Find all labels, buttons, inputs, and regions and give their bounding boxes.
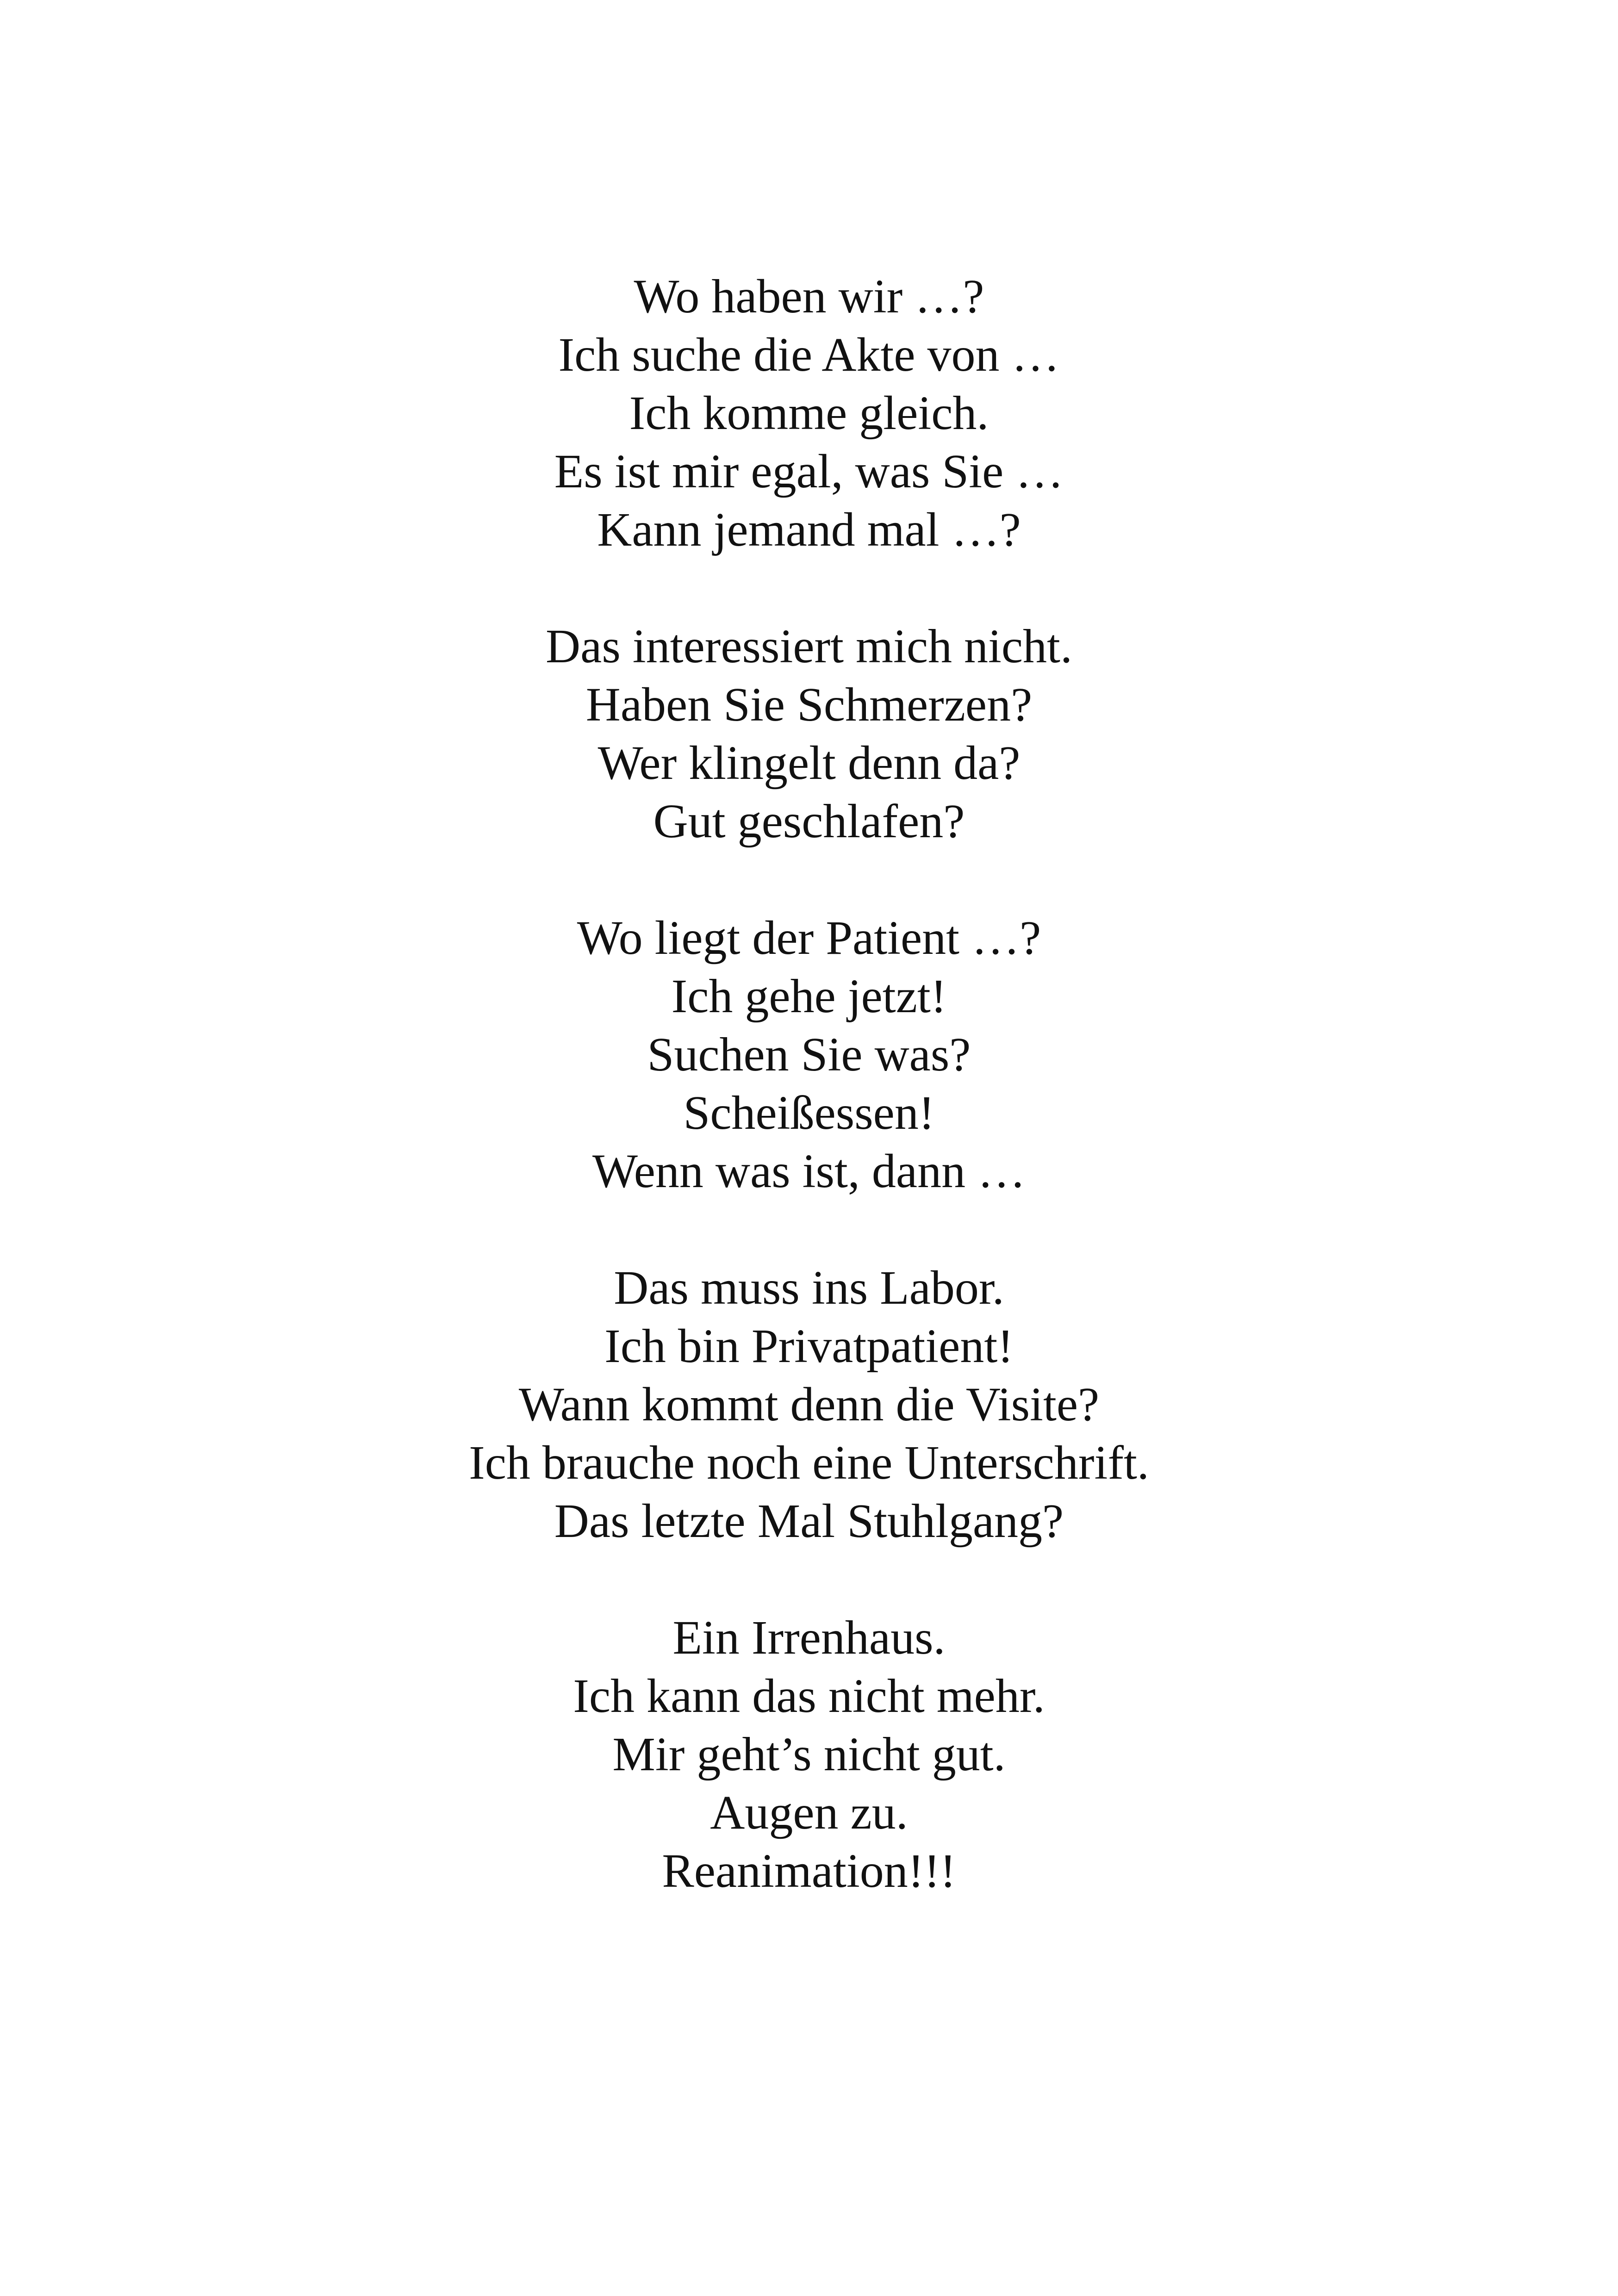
poem-line: Mir geht’s nicht gut. (612, 1728, 1006, 1781)
poem-line: Wenn was ist, dann … (592, 1145, 1026, 1198)
poem-line: Ich komme gleich. (629, 386, 989, 440)
poem (0, 268, 1618, 1959)
poem-line: Suchen Sie was? (647, 1028, 971, 1081)
poem-line: Wer klingelt denn da? (597, 736, 1021, 790)
poem-line: Ich gehe jetzt! (671, 970, 947, 1023)
poem-line: Das muss ins Labor. (614, 1261, 1004, 1314)
poem-line: Das interessiert mich nicht. (546, 620, 1072, 673)
stanza-3 (0, 909, 1618, 1201)
poem-line: Haben Sie Schmerzen? (585, 678, 1033, 731)
poem-line: Wo liegt der Patient …? (577, 911, 1041, 964)
poem-line: Ich brauche noch eine Unterschrift. (469, 1436, 1149, 1489)
poem-line: Es ist mir egal, was Sie … (554, 445, 1064, 498)
stanza-4 (0, 1259, 1618, 1550)
poem-line: Scheißessen! (683, 1086, 935, 1139)
poem-line: Wann kommt denn die Visite? (518, 1378, 1100, 1431)
poem-line: Das letzte Mal Stuhlgang? (554, 1494, 1064, 1548)
poem-line: Wo haben wir …? (634, 270, 984, 323)
poem-line: Kann jemand mal …? (597, 503, 1021, 556)
poem-line: Augen zu. (710, 1786, 908, 1839)
poem-line: Ein Irrenhaus. (672, 1611, 946, 1664)
poem-line: Ich kann das nicht mehr. (573, 1669, 1045, 1723)
poem-line: Ich suche die Akte von … (558, 328, 1060, 381)
poem-line: Gut geschlafen? (653, 795, 965, 848)
poem-line: Ich bin Privatpatient! (604, 1319, 1014, 1373)
stanza-2 (0, 617, 1618, 851)
stanza-5 (0, 1609, 1618, 1900)
stanza-1 (0, 268, 1618, 559)
poem-line: Reanimation!!! (662, 1844, 956, 1898)
